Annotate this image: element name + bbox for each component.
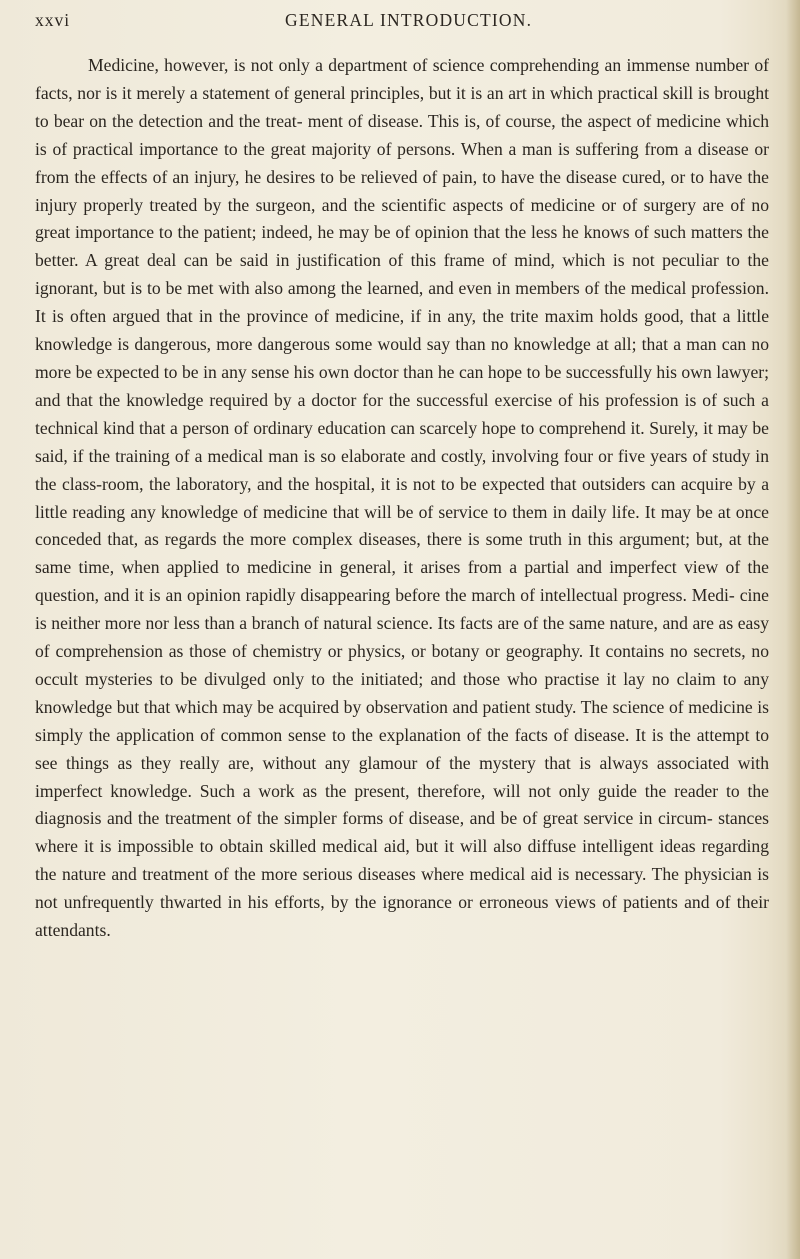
page-number: xxvi bbox=[35, 10, 71, 30]
running-head: GENERAL INTRODUCTION. bbox=[285, 10, 533, 30]
page-edge-shadow bbox=[786, 0, 800, 1259]
page-header bbox=[35, 10, 770, 40]
body-paragraph: Medicine, however, is not only a department of science comprehending an immense number of facts, nor is it merely a statement of general principles, but it is an art in which practical skill is brought to bear on the detection and the treat- ment of disease. This is, of course, the aspect of medicine which is of practical importance to the great majority of persons. When a man is suffering from a disease or from the effects of an injury, he desires to be relieved of pain, to have the disease cured, or to have the injury properly treated by the surgeon, and the scientific aspects of medicine or of surgery are of no great importance to the patient; indeed, he may be of opinion that the less he knows of such matters the better. A great deal can be said in justification of this frame of mind, which is not peculiar to the ignorant, but is to be met with also among the learned, and even in members of the medical profession. It is often argued that in the province of medicine, if in any, the trite maxim holds good, that a little knowledge is dangerous, more dangerous some would say than no knowledge at all; that a man can no more be expected to be in any sense his own doctor than he can hope to be successfully his own lawyer; and that the knowledge required by a doctor for the successful exercise of his profession is of such a technical kind that a person of ordinary education can scarcely hope to comprehend it. Surely, it may be said, if the training of a medical man is so elaborate and costly, involving four or five years of study in the class-room, the laboratory, and the hospital, it is not to be expected that outsiders can acquire by a little reading any knowledge of medicine that will be of service to them in daily life. It may be at once conceded that, as regards the more complex diseases, there is some truth in this argument; but, at the same time, when applied to medicine in general, it arises from a partial and imperfect view of the question, and it is an opinion rapidly disappearing before the march of intellectual progress. Medi- cine is neither more nor less than a branch of natural science. Its facts are of the same nature, and are as easy of comprehension as those of chemistry or physics, or botany or geography. It contains no secrets, no occult mysteries to be divulged only to the initiated; and those who practise it lay no claim to any knowledge but that which may be acquired by observation and patient study. The science of medicine is simply the application of common sense to the explanation of the facts of disease. It is the attempt to see things as they really are, without any glamour of the mystery that is always associated with imperfect knowledge. Such a work as the present, therefore, will not only guide the reader to the diagnosis and the treatment of the simpler forms of disease, and be of great service in circum- stances where it is impossible to obtain skilled medical aid, but it will also diffuse intelligent ideas regarding the nature and treatment of the more serious diseases where medical aid is necessary. The physician is not unfrequently thwarted in his efforts, by the ignorance or erroneous views of patients and of their attendants. bbox=[35, 55, 769, 941]
